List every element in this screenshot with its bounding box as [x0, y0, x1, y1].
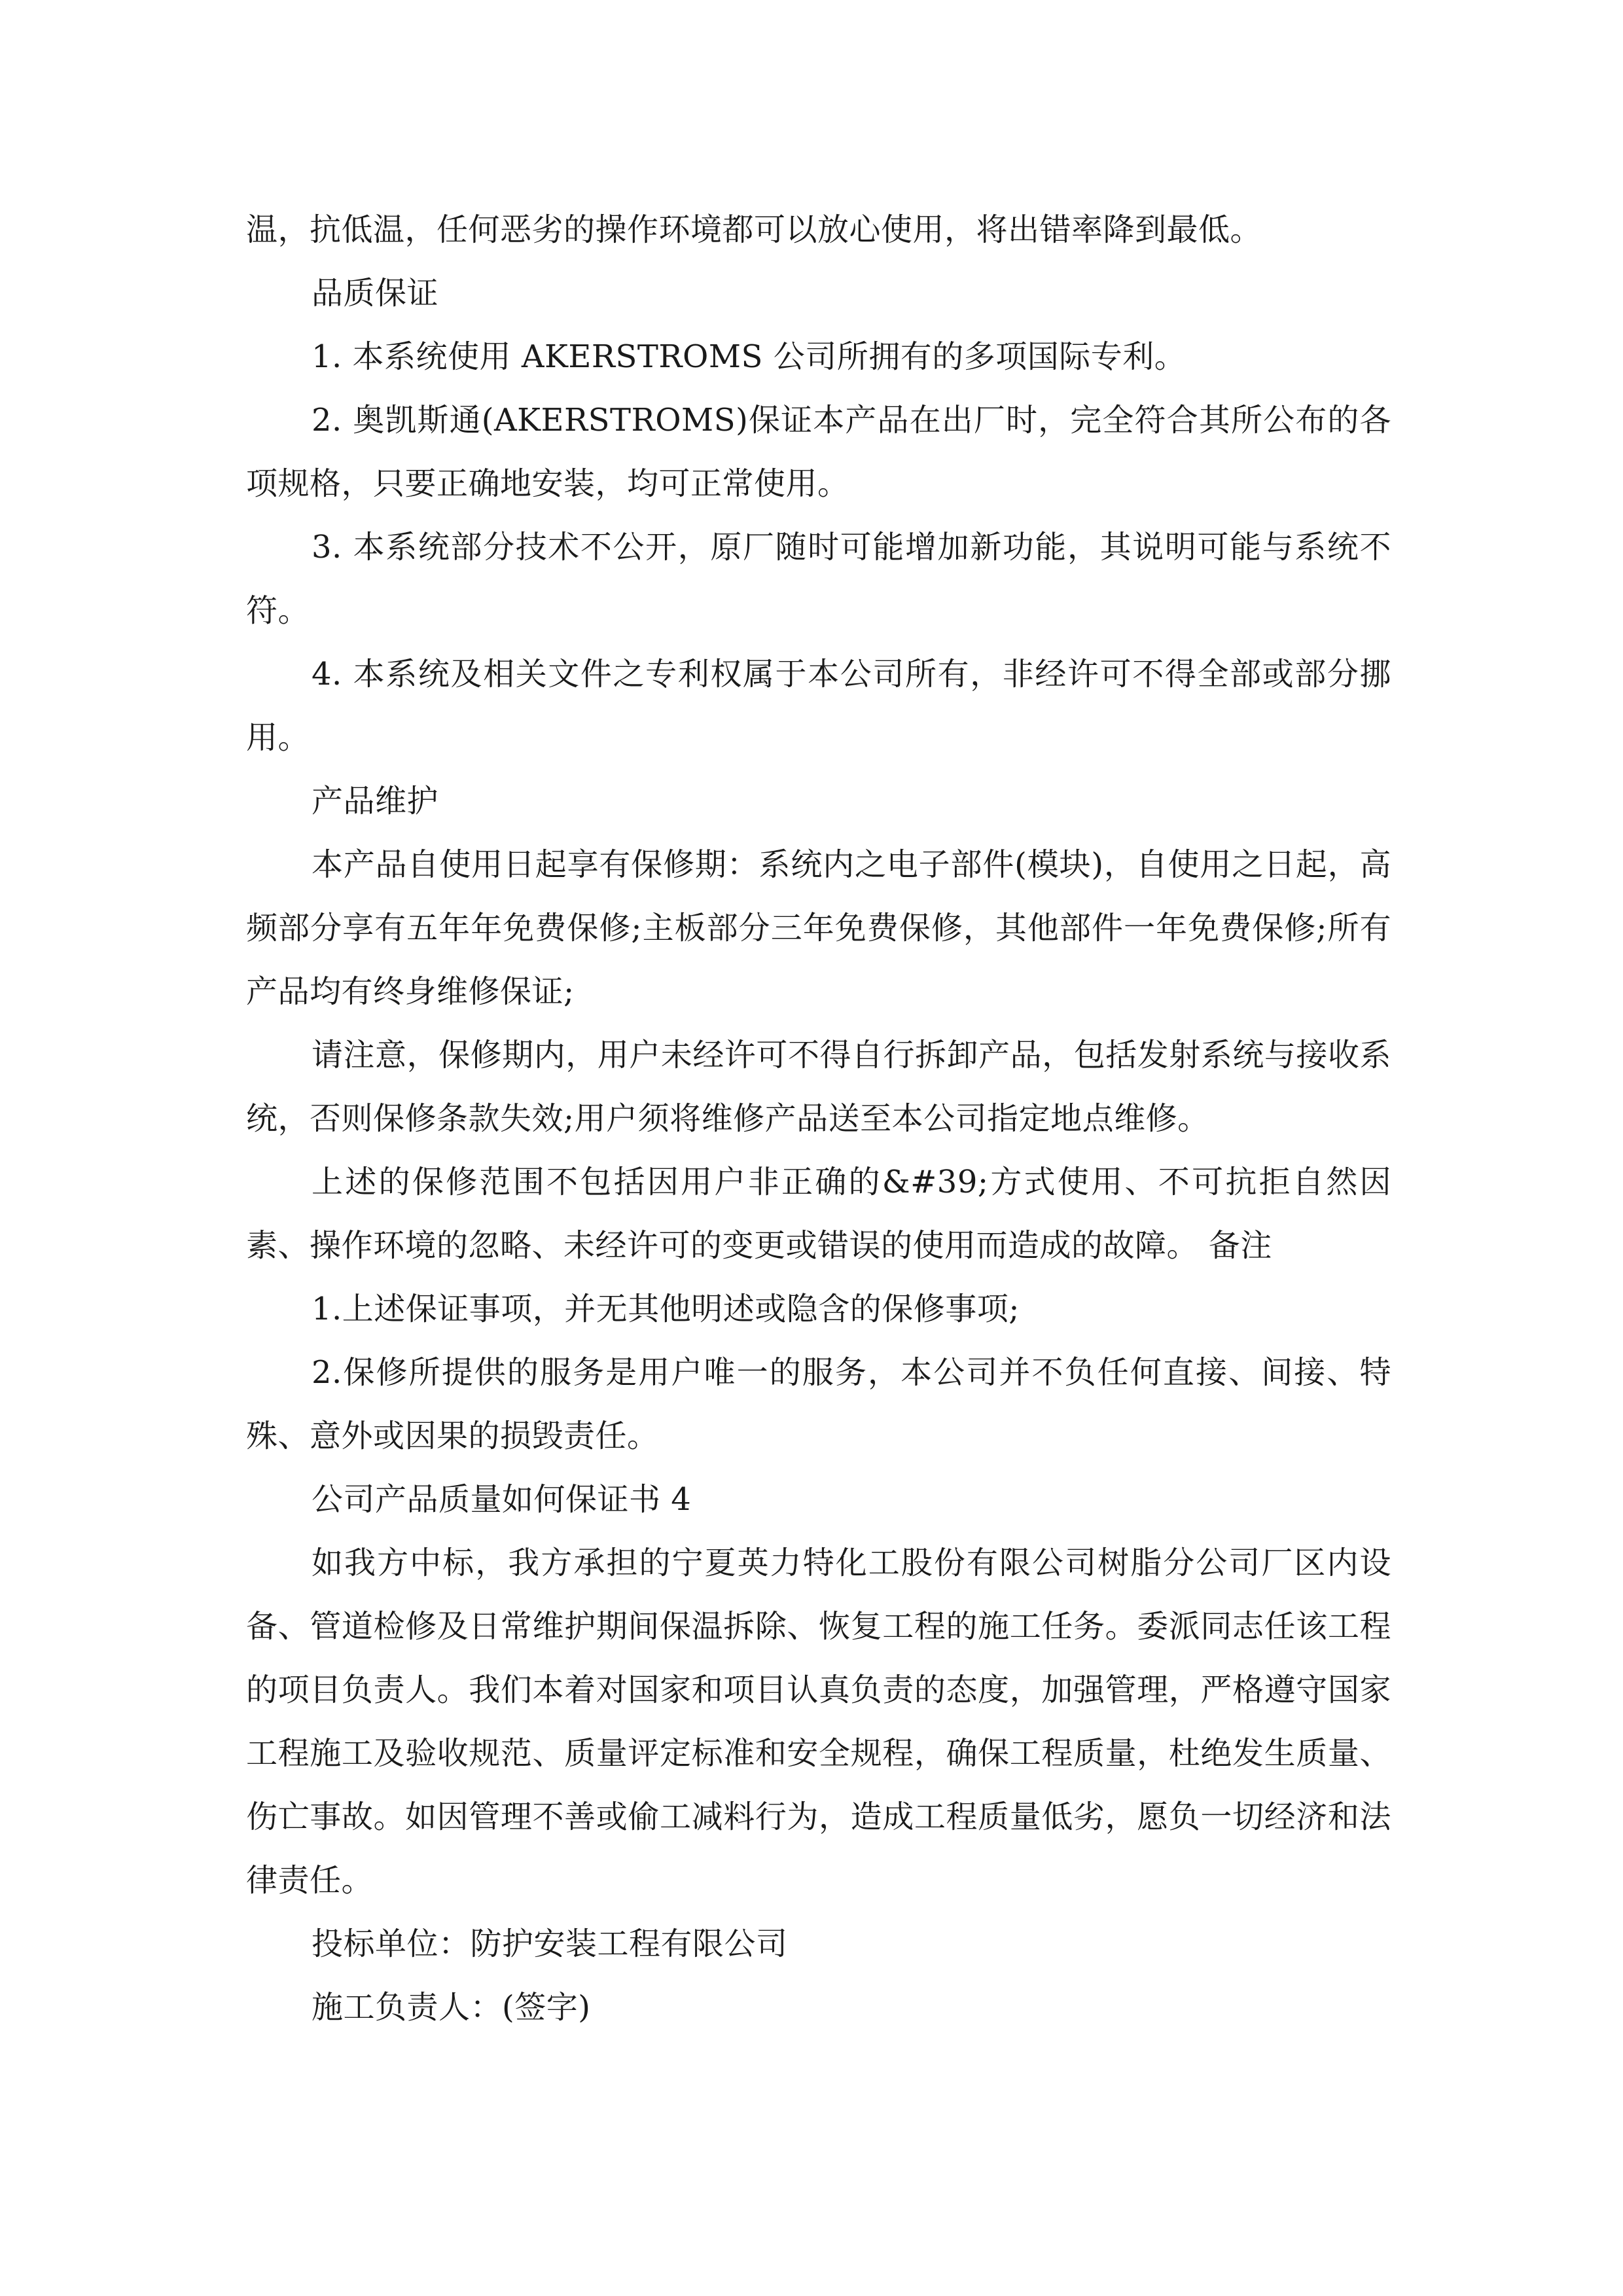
list-item-2: 2. 奥凯斯通(AKERSTROMS)保证本产品在出厂时，完全符合其所公布的各项规格，只要正确地安装，均可正常使用。: [246, 402, 1391, 502]
document-body: [246, 198, 1391, 2039]
heading-product-maintenance: 产品维护: [312, 783, 439, 819]
paragraph-notice: 请注意，保修期内，用户未经许可不得自行拆卸产品，包括发射系统与接收系统，否则保修条款失效;用户须将维修产品送至本公司指定地点维修。: [246, 1037, 1391, 1137]
list-item-1: 1. 本系统使用 AKERSTROMS 公司所拥有的多项国际专利。: [312, 338, 1186, 375]
section-title-4: 公司产品质量如何保证书 4: [312, 1481, 692, 1518]
remark-item-2: 2.保修所提供的服务是用户唯一的服务，本公司并不负任何直接、间接、特殊、意外或因果的损毁责任。: [246, 1354, 1391, 1454]
paragraph-commitment: 如我方中标，我方承担的宁夏英力特化工股份有限公司树脂分公司厂区内设备、管道检修及日常维护期间保温拆除、恢复工程的施工任务。委派同志任该工程的项目负责人。我们本着对国家和项目认真负责的态度，加强管理，严格遵守国家工程施工及验收规范、质量评定标准和安全规程，确保工程质量，杜绝发生质量、伤亡事故。如因管理不善或偷工减料行为，造成工程质量低劣，愿负一切经济和法律责任。: [246, 1545, 1391, 1899]
heading-quality-guarantee: 品质保证: [312, 275, 439, 312]
bidder-line: 投标单位：防护安装工程有限公司: [312, 1926, 788, 1962]
remark-item-1: 1.上述保证事项，并无其他明述或隐含的保修事项;: [312, 1291, 1020, 1327]
paragraph-continuation: 温，抗低温，任何恶劣的操作环境都可以放心使用，将出错率降到最低。: [246, 211, 1262, 248]
signature-line: 施工负责人：(签字): [312, 1989, 591, 2026]
paragraph-warranty-period: 本产品自使用日起享有保修期：系统内之电子部件(模块)，自使用之日起，高频部分享有五年年免费保修;主板部分三年免费保修，其他部件一年免费保修;所有产品均有终身维修保证;: [246, 846, 1391, 1010]
list-item-3: 3. 本系统部分技术不公开，原厂随时可能增加新功能，其说明可能与系统不符。: [246, 529, 1391, 629]
list-item-4: 4. 本系统及相关文件之专利权属于本公司所有，非经许可不得全部或部分挪用。: [246, 656, 1391, 756]
paragraph-exclusions: 上述的保修范围不包括因用户非正确的&#39;方式使用、不可抗拒自然因素、操作环境的忽略、未经许可的变更或错误的使用而造成的故障。 备注: [246, 1164, 1391, 1264]
